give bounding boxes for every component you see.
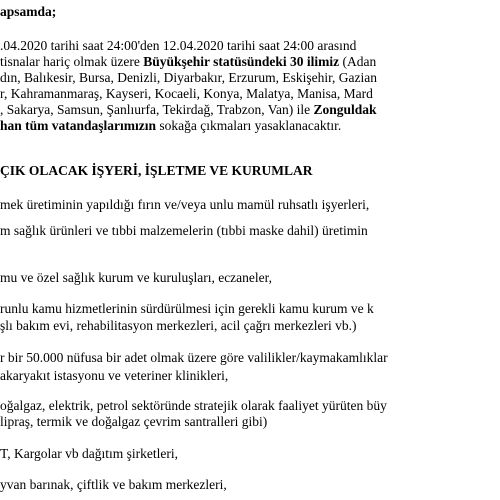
text-span: tisnalar hariç olmak üzere xyxy=(0,54,144,69)
bold-span: Zonguldak xyxy=(313,102,377,117)
paragraph-line-6 xyxy=(0,118,341,134)
paragraph-line-1 xyxy=(0,38,356,54)
list-item: mek üretiminin yapıldığı fırın ve/veya unlu mamül ruhsatlı işyerleri, xyxy=(0,197,370,212)
list-item: T, Kargolar vb dağıtım şirketleri, xyxy=(0,446,178,461)
text-span: , Sakarya, Samsun, Şanlıurfa, Tekirdağ, Trabzon, Van) ile xyxy=(0,102,314,117)
text-span: sokağa çıkmaları yasaklanacaktır. xyxy=(156,118,342,133)
paragraph-line-3: dın, Balıkesir, Bursa, Denizli, Diyarbakır, Erzurum, Eskişehir, Gazian xyxy=(0,70,378,85)
text-span: (Adan xyxy=(339,54,377,69)
list-item: akaryakıt istasyonu ve veteriner klinikleri, xyxy=(0,368,229,383)
list-item: runlu kamu hizmetlerinin sürdürülmesi için gerekli kamu kurum ve k xyxy=(0,301,374,316)
paragraph-line-2 xyxy=(0,54,376,70)
paragraph-line-5 xyxy=(0,102,377,118)
section-title: ÇIK OLACAK İŞYERİ, İŞLETME VE KURUMLAR xyxy=(0,163,313,178)
list-item: m sağlık ürünleri ve tıbbi malzemelerin (tıbbi maske dahil) üretimin xyxy=(0,223,368,238)
bold-span: Büyükşehir statüsündeki 30 ilimiz xyxy=(143,54,340,69)
list-item: lipraş, termik ve doğalgaz çevrim santralleri gibi) xyxy=(0,414,268,429)
list-item: şlı bakım evi, rehabilitasyon merkezleri, acil çağrı merkezleri vb.) xyxy=(0,318,357,333)
heading: apsamda; xyxy=(0,4,57,19)
bold-span: han tüm vatandaşlarımızın xyxy=(0,118,157,133)
text-span: .04.2020 tarihi saat 24:00'den 12.04.2020 tarihi saat 24:00 arasınd xyxy=(0,38,357,53)
paragraph-line-4: r, Kahramanmaraş, Kayseri, Kocaeli, Konya, Malatya, Manisa, Mard xyxy=(0,86,373,101)
list-item: mu ve özel sağlık kurum ve kuruluşları, eczaneler, xyxy=(0,270,272,285)
list-item: yvan barınak, çiftlik ve bakım merkezleri, xyxy=(0,477,227,492)
list-item: oğalgaz, elektrik, petrol sektöründe stratejik olarak faaliyet yürüten büy xyxy=(0,398,387,413)
list-item: r bir 50.000 nüfusa bir adet olmak üzere göre valilikler/kaymakamlıklar xyxy=(0,350,388,365)
